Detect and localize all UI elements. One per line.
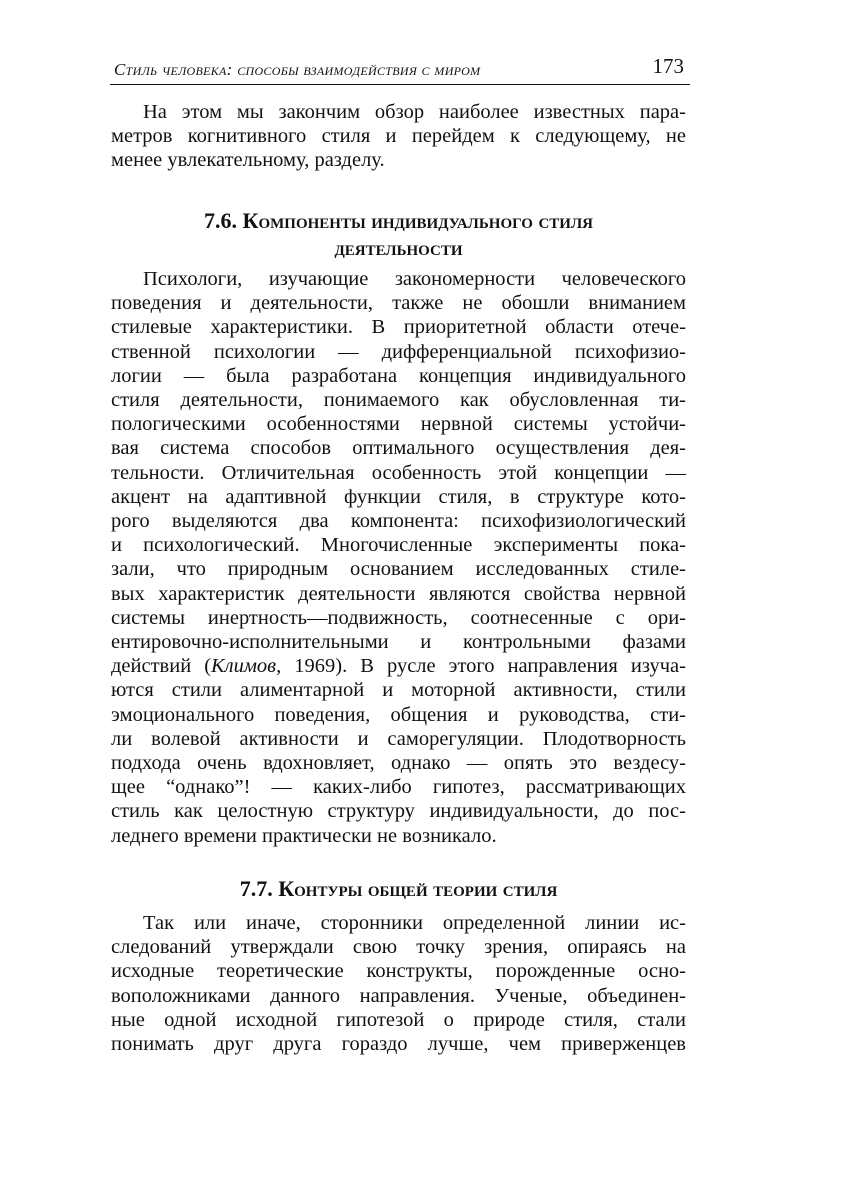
text-line: вая система способов оптимального осуществления дея- [111,437,686,460]
text-line: вых характеристик деятельности являются свойства нервной [111,582,686,605]
section-heading-7-6 [111,207,686,261]
text-line: понимать друг друга гораздо лучше, чем приверженцев [111,1033,686,1056]
text-line: эмоционального поведения, общения и руководства, сти- [111,703,686,726]
page-number: 173 [652,54,684,78]
section-number: 7.7. [239,876,273,901]
text-line: пологическими особенностями нервной системы устойчи- [111,413,686,436]
citation-prefix: действий ( [111,655,212,678]
running-title: Стиль человека: способы взаимодействия с миром [114,60,481,79]
section-heading-7-7 [111,875,686,902]
citation-line [111,654,686,678]
text-line: Так или иначе, сторонники определенной линии ис- [143,912,686,934]
text-line: щее “однако”! — каких-либо гипотез, рассматривающих [111,776,686,799]
text-line: воположниками данного направления. Ученые, объединен- [111,984,686,1007]
text-line: менее увлекательному, разделу. [111,149,385,172]
text-line: ственной психологии — дифференциальной психофизио- [111,340,686,363]
intro-paragraph [111,100,686,173]
text-line: ные одной исходной гипотезой о природе стиля, стали [111,1008,686,1031]
text-line: рого выделяются два компонента: психофизиологический [111,510,686,533]
text-line: ли волевой активности и саморегуляции. Плодотворность [111,727,686,750]
section-7-6-paragraph [111,267,686,848]
text-line: зали, что природным основанием исследованных стиле- [111,558,686,581]
text-line: акцент на адаптивной функции стиля, в структуре кото- [111,485,686,508]
section-title: Компоненты индивидуального стиля [242,208,593,233]
section-title: Контуры общей теории стиля [278,876,558,901]
text-line: стиля деятельности, понимаемого как обусловленная ти- [111,389,686,412]
section-number: 7.6. [204,208,238,233]
text-line: исходные теоретические конструкты, порожденные осно- [111,960,686,983]
text-line: следований утверждали свою точку зрения, опираясь на [111,936,686,959]
running-header [110,54,690,85]
citation-author: Климов, [211,655,282,678]
text-line: системы инертность—подвижность, соотнесенные с ори- [111,606,686,629]
text-line: и психологический. Многочисленные эксперименты пока- [111,534,686,557]
text-line: стилевые характеристики. В приоритетной области отече- [111,316,686,339]
section-7-7-paragraph [111,911,686,1056]
text-line: стиль как целостную структуру индивидуальности, до пос- [111,800,686,823]
section-title-cont: деятельности [334,235,463,260]
text-line: леднего времени практически не возникало. [111,824,497,847]
text-line: метров когнитивного стиля и перейдем к следующему, не [111,125,686,148]
text-line: подхода очень вдохновляет, однако — опять это вездесу- [111,752,686,775]
text-line: Психологи, изучающие закономерности человеческого [143,268,686,290]
text-line: поведения и деятельности, также не обошли вниманием [111,292,686,315]
text-line: ентировочно-исполнительными и контрольными фазами [111,631,686,654]
text-line: ются стили алиментарной и моторной активности, стили [111,679,686,702]
text-line: На этом мы закончим обзор наиболее известных пара- [143,101,686,123]
citation-suffix: 1969). В русле этого направления изуча- [281,655,686,678]
section-heading-line [111,207,686,234]
text-line: логии — была разработана концепция индивидуального [111,364,686,387]
text-line: тельности. Отличительная особенность этой концепции — [111,461,686,484]
